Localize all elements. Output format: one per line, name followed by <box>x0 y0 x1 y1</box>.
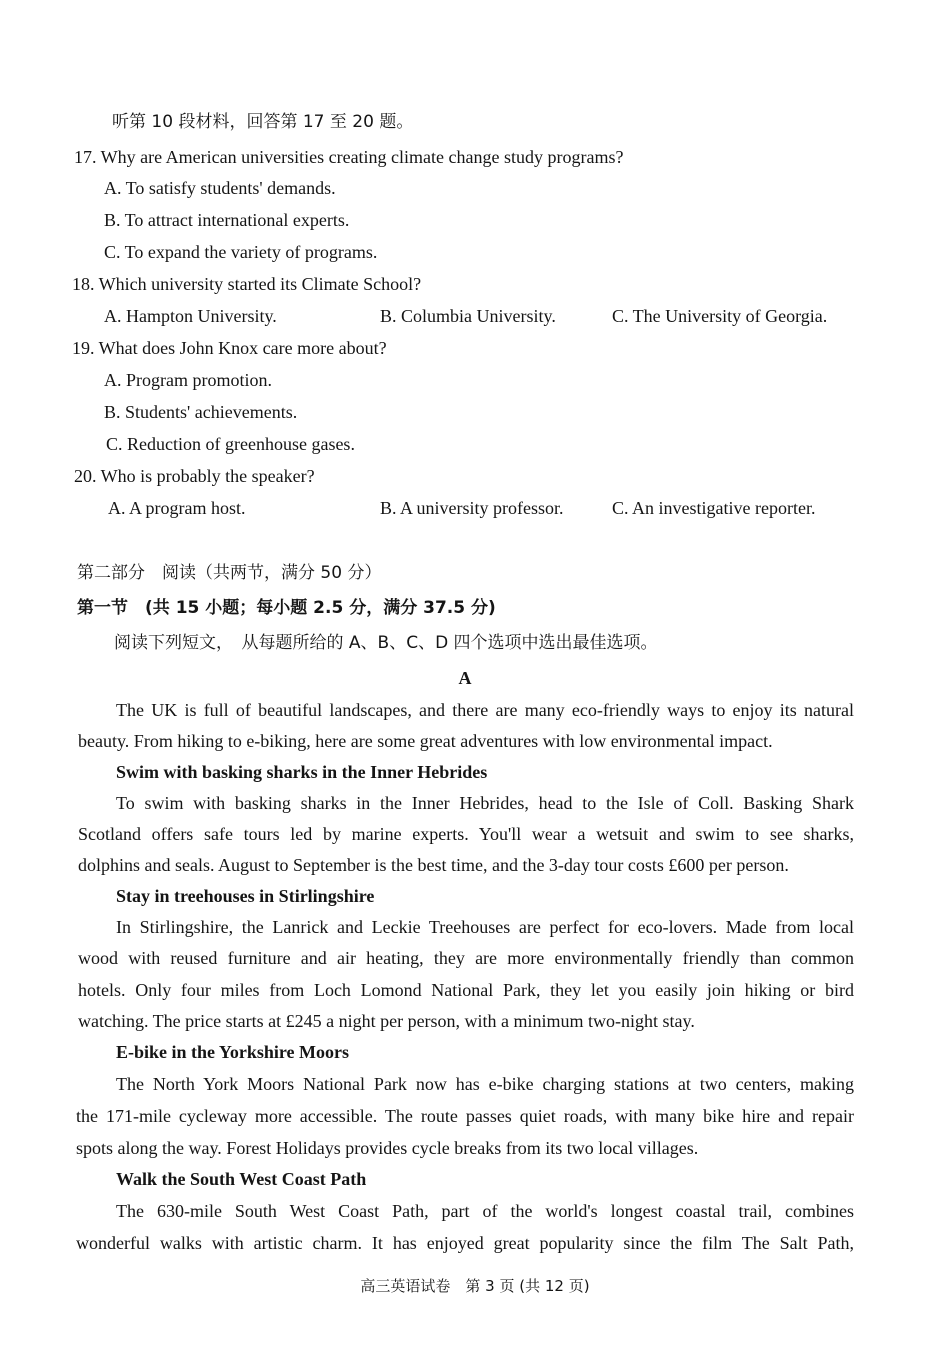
sharks-line-2: Scotland offers safe tours led by marine experts. You'll wear a wetsuit and swim to see sharks, <box>78 824 854 844</box>
reading-section-title: 第一节 (共 15 小题；每小题 2.5 分，满分 37.5 分) <box>77 598 496 618</box>
treehouses-line-2: wood with reused furniture and air heating, they are more environmentally friendly than common <box>78 948 854 968</box>
q18-option-c: C. The University of Georgia. <box>612 306 828 326</box>
q17-option-a: A. To satisfy students' demands. <box>104 178 336 198</box>
ebike-line-2: the 171-mile cycleway more accessible. The route passes quiet roads, with many bike hire and repair <box>76 1106 854 1126</box>
listening-instruction: 听第 10 段材料，回答第 17 至 20 题。 <box>112 112 414 132</box>
q19-option-c: C. Reduction of greenhouse gases. <box>106 434 355 454</box>
coast-path-line-2: wonderful walks with artistic charm. It has enjoyed great popularity since the film The Salt Path, <box>76 1233 854 1253</box>
sharks-line-1: To swim with basking sharks in the Inner Hebrides, head to the Isle of Coll. Basking Shark <box>116 793 854 813</box>
coast-path-line-1: The 630-mile South West Coast Path, part of the world's longest coastal trail, combines <box>116 1201 854 1221</box>
q19-option-b: B. Students' achievements. <box>104 402 298 422</box>
question-18: 18. Which university started its Climate School? <box>72 274 422 294</box>
q20-option-c: C. An investigative reporter. <box>612 498 816 518</box>
treehouses-line-4: watching. The price starts at £245 a night per person, with a minimum two-night stay. <box>78 1011 695 1031</box>
q20-option-b: B. A university professor. <box>380 498 564 518</box>
passage-intro-line-2: beauty. From hiking to e-biking, here are some great adventures with low environmental impact. <box>78 731 773 751</box>
passage-label: A <box>458 668 472 688</box>
reading-instruction: 阅读下列短文， 从每题所给的 A、B、C、D 四个选项中选出最佳选项。 <box>114 633 658 653</box>
q17-option-b: B. To attract international experts. <box>104 210 350 230</box>
ebike-line-1: The North York Moors National Park now has e-bike charging stations at two centers, making <box>116 1074 854 1094</box>
page-footer: 高三英语试卷 第 3 页 (共 12 页) <box>360 1277 590 1295</box>
passage-intro-line-1: The UK is full of beautiful landscapes, and there are many eco-friendly ways to enjoy its natural <box>116 700 854 720</box>
sharks-line-3: dolphins and seals. August to September is the best time, and the 3-day tour costs £600 per person. <box>78 855 789 875</box>
ebike-line-3: spots along the way. Forest Holidays provides cycle breaks from its two local villages. <box>76 1138 699 1158</box>
question-20: 20. Who is probably the speaker? <box>74 466 315 486</box>
q18-option-a: A. Hampton University. <box>104 306 277 326</box>
q20-option-a: A. A program host. <box>108 498 246 518</box>
treehouses-line-3: hotels. Only four miles from Loch Lomond National Park, they let you easily join hiking or bird <box>78 980 854 1000</box>
question-17: 17. Why are American universities creating climate change study programs? <box>74 147 624 167</box>
treehouses-line-1: In Stirlingshire, the Lanrick and Leckie Treehouses are perfect for eco-lovers. Made from local <box>116 917 854 937</box>
question-19: 19. What does John Knox care more about? <box>72 338 387 358</box>
section-heading-coast-path: Walk the South West Coast Path <box>116 1169 367 1189</box>
section-heading-sharks: Swim with basking sharks in the Inner Hebrides <box>116 762 488 782</box>
q19-option-a: A. Program promotion. <box>104 370 272 390</box>
q18-option-b: B. Columbia University. <box>380 306 556 326</box>
reading-part-title: 第二部分 阅读（共两节，满分 50 分） <box>77 563 382 583</box>
q17-option-c: C. To expand the variety of programs. <box>104 242 378 262</box>
section-heading-ebike: E-bike in the Yorkshire Moors <box>116 1042 350 1062</box>
section-heading-treehouses: Stay in treehouses in Stirlingshire <box>116 886 375 906</box>
